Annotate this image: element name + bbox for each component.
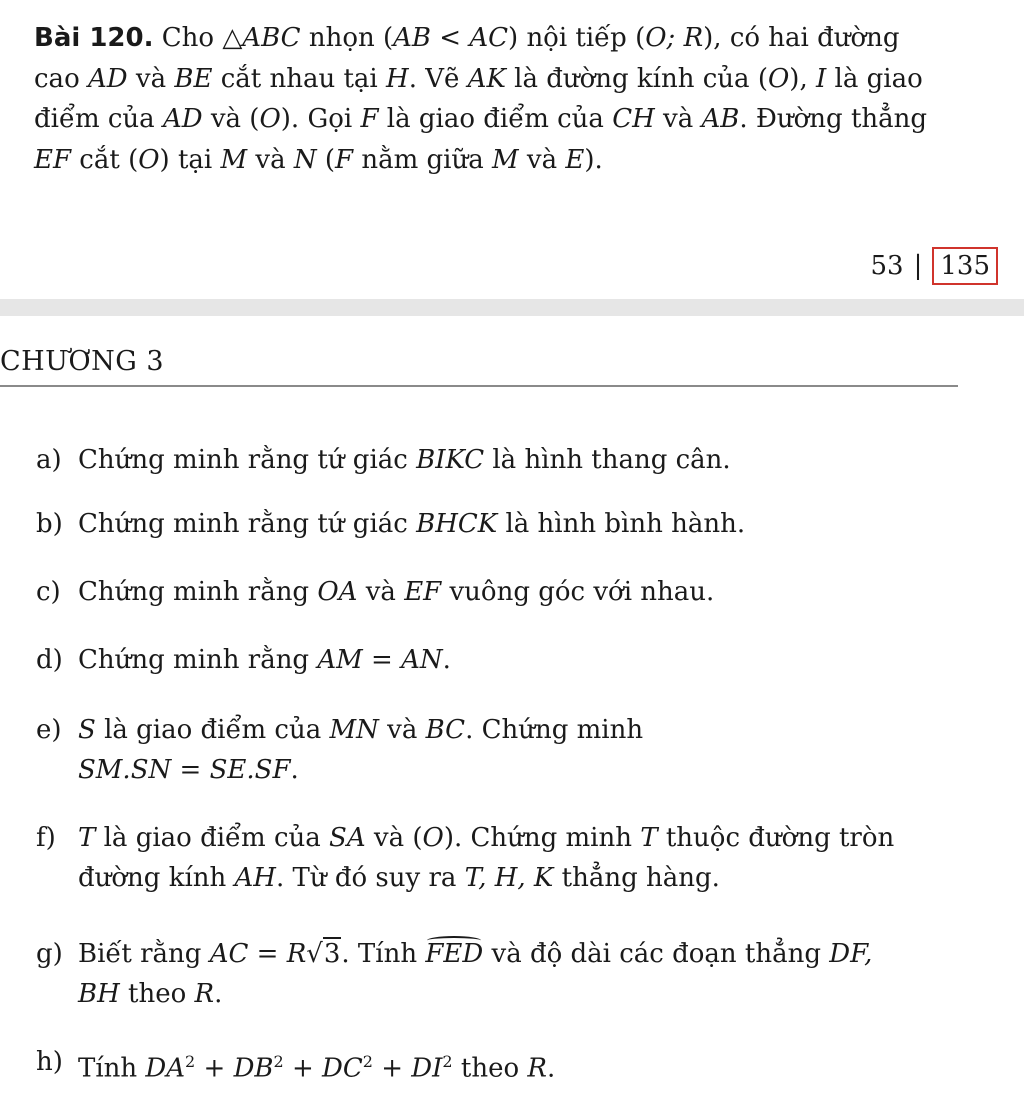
list-item: [36, 934, 966, 1014]
text: và: [663, 104, 694, 134]
math: EF: [404, 577, 442, 607]
math: DF,: [829, 939, 873, 969]
text: theo: [128, 979, 187, 1009]
math: DC: [322, 1053, 363, 1084]
exponent: 2: [185, 1052, 196, 1071]
text: . Tính: [341, 939, 418, 969]
math: F: [335, 144, 354, 175]
text: ). Gọi: [280, 104, 353, 134]
text: điểm của: [34, 104, 155, 134]
math: DI: [411, 1053, 443, 1084]
text: . Vẽ: [408, 63, 460, 94]
text: theo: [460, 1053, 520, 1084]
list-item: [36, 818, 966, 898]
exponent: 2: [442, 1052, 453, 1071]
exponent: 2: [273, 1052, 284, 1071]
math: AD: [87, 63, 128, 94]
math: T: [78, 823, 96, 853]
text: là giao điểm của: [104, 715, 322, 745]
text: và: [255, 144, 286, 175]
math: BHCK: [416, 509, 498, 539]
math: S: [78, 715, 96, 745]
list-item: [36, 640, 966, 680]
math: <: [439, 23, 462, 53]
text: ), có hai đường: [703, 23, 900, 53]
chapter-header: CHƯƠNG 3: [0, 346, 165, 377]
sqrt-sign: √: [306, 939, 323, 969]
math: M: [491, 144, 519, 175]
text: cao: [34, 63, 80, 94]
text: Chứng minh rằng tứ giác: [78, 445, 408, 475]
math: AB: [393, 23, 432, 53]
math: T: [640, 823, 658, 853]
math: AK: [467, 63, 506, 94]
radicand: 3: [323, 939, 341, 969]
text: đường kính: [78, 863, 227, 893]
page-break-band: [0, 299, 1024, 316]
item-label: g): [36, 939, 63, 969]
math: BIKC: [416, 445, 485, 475]
math: H: [386, 63, 409, 94]
math: MN: [329, 715, 379, 745]
text: . Chứng minh: [465, 715, 644, 745]
item-label: f): [36, 823, 56, 853]
math: +: [291, 1053, 314, 1084]
text: .: [442, 645, 451, 675]
text: (: [324, 144, 336, 175]
text: .: [546, 1053, 556, 1084]
text: thẳng hàng.: [561, 863, 720, 893]
text: và: [365, 577, 396, 607]
item-label: c): [36, 577, 61, 607]
math: OA: [317, 577, 358, 607]
arc-math: FED: [425, 934, 483, 974]
item-label: e): [36, 715, 62, 745]
item-label: h): [36, 1047, 63, 1077]
math: AH: [234, 863, 276, 893]
math: E: [565, 144, 585, 175]
text: . Đường thẳng: [739, 104, 928, 134]
item-label: a): [36, 445, 62, 475]
math: EF: [34, 144, 72, 175]
text: và: [135, 63, 167, 94]
math: AC: [469, 23, 509, 53]
math: BE: [174, 63, 213, 94]
text: là đường kính của (: [514, 63, 768, 94]
math: O: [422, 823, 444, 853]
text: và: [387, 715, 418, 745]
text: ),: [789, 63, 808, 94]
math: DB: [233, 1053, 274, 1084]
text: cắt nhau tại: [220, 63, 378, 94]
page-separator: |: [913, 251, 923, 281]
math: M: [220, 144, 248, 175]
text: Chứng minh rằng tứ giác: [78, 509, 408, 539]
list-item: [36, 440, 966, 480]
text: . Từ đó suy ra: [275, 863, 457, 893]
text: và: [526, 144, 558, 175]
text: Cho: [161, 23, 215, 53]
page-right-boxed: 135: [932, 247, 998, 285]
list-item: [36, 572, 966, 612]
math: BC: [425, 715, 466, 745]
math: N: [293, 144, 317, 175]
math: R: [194, 979, 215, 1009]
math: +: [381, 1053, 404, 1084]
text: .: [290, 755, 299, 785]
list-item: [36, 504, 966, 544]
page-number: [871, 247, 999, 285]
math: T, H, K: [464, 863, 554, 893]
math: AB: [701, 104, 740, 134]
text: là hình bình hành.: [505, 509, 746, 539]
math: R: [527, 1053, 547, 1084]
math: O: [138, 144, 160, 175]
text: Chứng minh rằng: [78, 577, 310, 607]
math: CH: [612, 104, 655, 134]
math: O: [259, 104, 281, 134]
exponent: 2: [362, 1052, 373, 1071]
math: BH: [78, 979, 120, 1009]
page-left: 53: [870, 251, 904, 281]
text: Tính: [78, 1053, 138, 1084]
math: O: [767, 63, 790, 94]
text: là giao điểm của: [386, 104, 604, 134]
math: I: [815, 63, 827, 94]
text: và độ dài các đoạn thẳng: [491, 939, 822, 969]
math: DA: [145, 1053, 186, 1084]
list-item: [36, 710, 966, 790]
text: và (: [373, 823, 423, 853]
text: Biết rằng: [78, 939, 202, 969]
text: ) tại: [159, 144, 213, 175]
text: ). Chứng minh: [443, 823, 632, 853]
text: là giao: [834, 63, 923, 94]
text: thuộc đường tròn: [665, 823, 895, 853]
math: SA: [329, 823, 366, 853]
math: F: [360, 104, 379, 134]
text: và (: [210, 104, 260, 134]
text: ) nội tiếp (: [508, 23, 646, 53]
math: AD: [162, 104, 203, 134]
header-rule: [0, 385, 958, 387]
text: là giao điểm của: [103, 823, 321, 853]
text: cắt (: [79, 144, 139, 175]
item-label: d): [36, 645, 63, 675]
math: +: [203, 1053, 226, 1084]
text: ).: [584, 144, 603, 175]
text: .: [214, 979, 223, 1009]
text: nằm giữa: [361, 144, 484, 175]
list-item: [36, 1042, 966, 1089]
math: O; R: [645, 23, 704, 53]
problem-statement: [34, 18, 1000, 180]
text: Chứng minh rằng: [78, 645, 310, 675]
math: SM.SN = SE.SF: [78, 755, 291, 785]
text: nhọn (: [308, 23, 394, 53]
item-label: b): [36, 509, 63, 539]
text: là hình thang cân.: [492, 445, 731, 475]
math: AM = AN: [317, 645, 443, 675]
problem-label: Bài 120.: [34, 23, 154, 53]
text: vuông góc với nhau.: [449, 577, 715, 607]
math: △ABC: [222, 23, 301, 53]
math: AC = R: [209, 939, 307, 969]
